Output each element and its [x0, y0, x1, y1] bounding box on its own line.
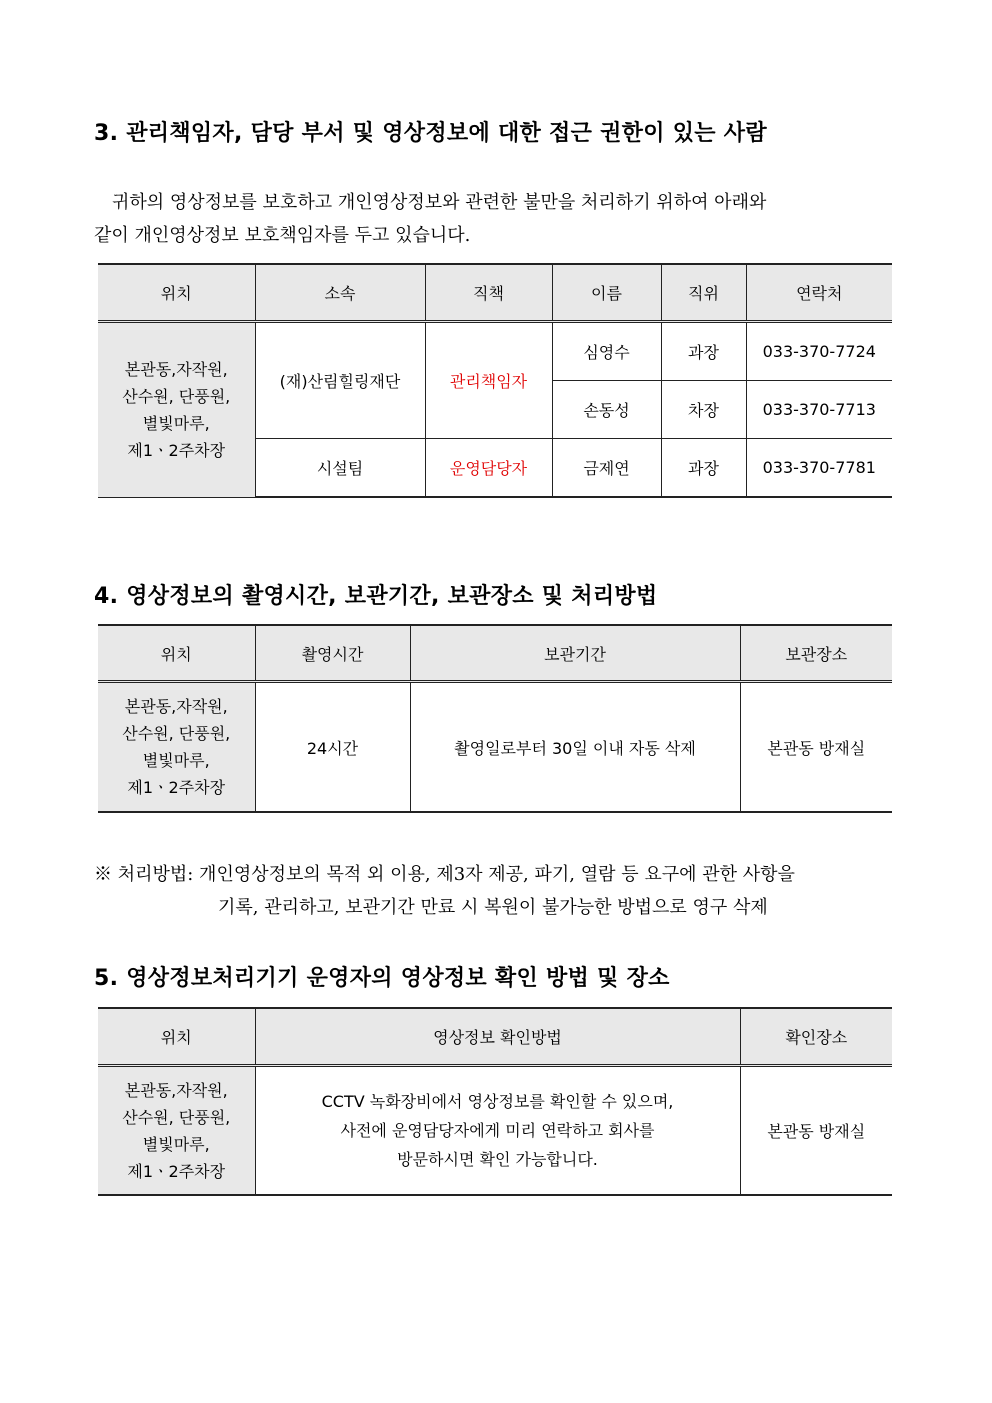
header-role: 직책 [425, 264, 552, 322]
department-cell: 시설팀 [255, 439, 425, 498]
phone-cell: 033-370-7724 [746, 322, 892, 381]
header-rank: 직위 [661, 264, 746, 322]
header-department: 소속 [255, 264, 425, 322]
header-contact: 연락처 [746, 264, 892, 322]
section-3-heading: 3. 관리책임자, 담당 부서 및 영상정보에 대한 접근 권한이 있는 사람 [94, 121, 767, 146]
intro-line-2: 같이 개인영상정보 보호책임자를 두고 있습니다. [94, 225, 471, 246]
location-cell: 본관동,자작원, 산수원, 단풍원, 별빛마루, 제1ㆍ2주차장 [98, 1066, 255, 1196]
header-location: 위치 [98, 625, 255, 682]
table-header-row [98, 1008, 892, 1066]
name-cell: 심영수 [552, 322, 661, 381]
header-verification-place: 확인장소 [740, 1008, 892, 1066]
header-location: 위치 [98, 1008, 255, 1066]
section-3-intro [94, 186, 894, 252]
retention-table [98, 624, 892, 813]
verification-place-cell: 본관동 방재실 [740, 1066, 892, 1196]
header-storage-place: 보관장소 [740, 625, 892, 682]
manager-table [98, 263, 892, 498]
table-header-row [98, 264, 892, 322]
verification-table [98, 1007, 892, 1196]
header-location: 위치 [98, 264, 255, 322]
department-cell: (재)산림힐링재단 [255, 322, 425, 439]
rank-cell: 과장 [661, 322, 746, 381]
role-cell: 운영담당자 [425, 439, 552, 498]
storage-place-cell: 본관동 방재실 [740, 682, 892, 813]
table-row [98, 1066, 892, 1196]
header-recording-time: 촬영시간 [255, 625, 410, 682]
rank-cell: 차장 [661, 381, 746, 439]
recording-time-cell: 24시간 [255, 682, 410, 813]
table-row [98, 682, 892, 813]
section-5-heading: 5. 영상정보처리기기 운영자의 영상정보 확인 방법 및 장소 [94, 966, 670, 991]
note-line-1: ※ 처리방법: 개인영상정보의 목적 외 이용, 제3자 제공, 파기, 열람 등 요구에 관한 사항을 [94, 864, 795, 885]
header-name: 이름 [552, 264, 661, 322]
header-retention-period: 보관기간 [410, 625, 740, 682]
table-row [98, 322, 892, 381]
intro-line-1: 귀하의 영상정보를 보호하고 개인영상정보와 관련한 불만을 처리하기 위하여 아래와 [112, 192, 767, 213]
table-header-row [98, 625, 892, 682]
processing-method-note [94, 858, 904, 924]
rank-cell: 과장 [661, 439, 746, 498]
role-cell: 관리책임자 [425, 322, 552, 439]
note-line-2: 기록, 관리하고, 보관기간 만료 시 복원이 불가능한 방법으로 영구 삭제 [218, 897, 768, 918]
section-4-heading: 4. 영상정보의 촬영시간, 보관기간, 보관장소 및 처리방법 [94, 584, 658, 609]
phone-cell: 033-370-7713 [746, 381, 892, 439]
phone-cell: 033-370-7781 [746, 439, 892, 498]
name-cell: 금제연 [552, 439, 661, 498]
location-cell: 본관동,자작원, 산수원, 단풍원, 별빛마루, 제1ㆍ2주차장 [98, 322, 255, 498]
location-cell: 본관동,자작원, 산수원, 단풍원, 별빛마루, 제1ㆍ2주차장 [98, 682, 255, 813]
header-verification-method: 영상정보 확인방법 [255, 1008, 740, 1066]
retention-period-cell: 촬영일로부터 30일 이내 자동 삭제 [410, 682, 740, 813]
name-cell: 손동성 [552, 381, 661, 439]
verification-method-cell: CCTV 녹화장비에서 영상정보를 확인할 수 있으며, 사전에 운영담당자에게 미리 연락하고 회사를 방문하시면 확인 가능합니다. [255, 1066, 740, 1196]
